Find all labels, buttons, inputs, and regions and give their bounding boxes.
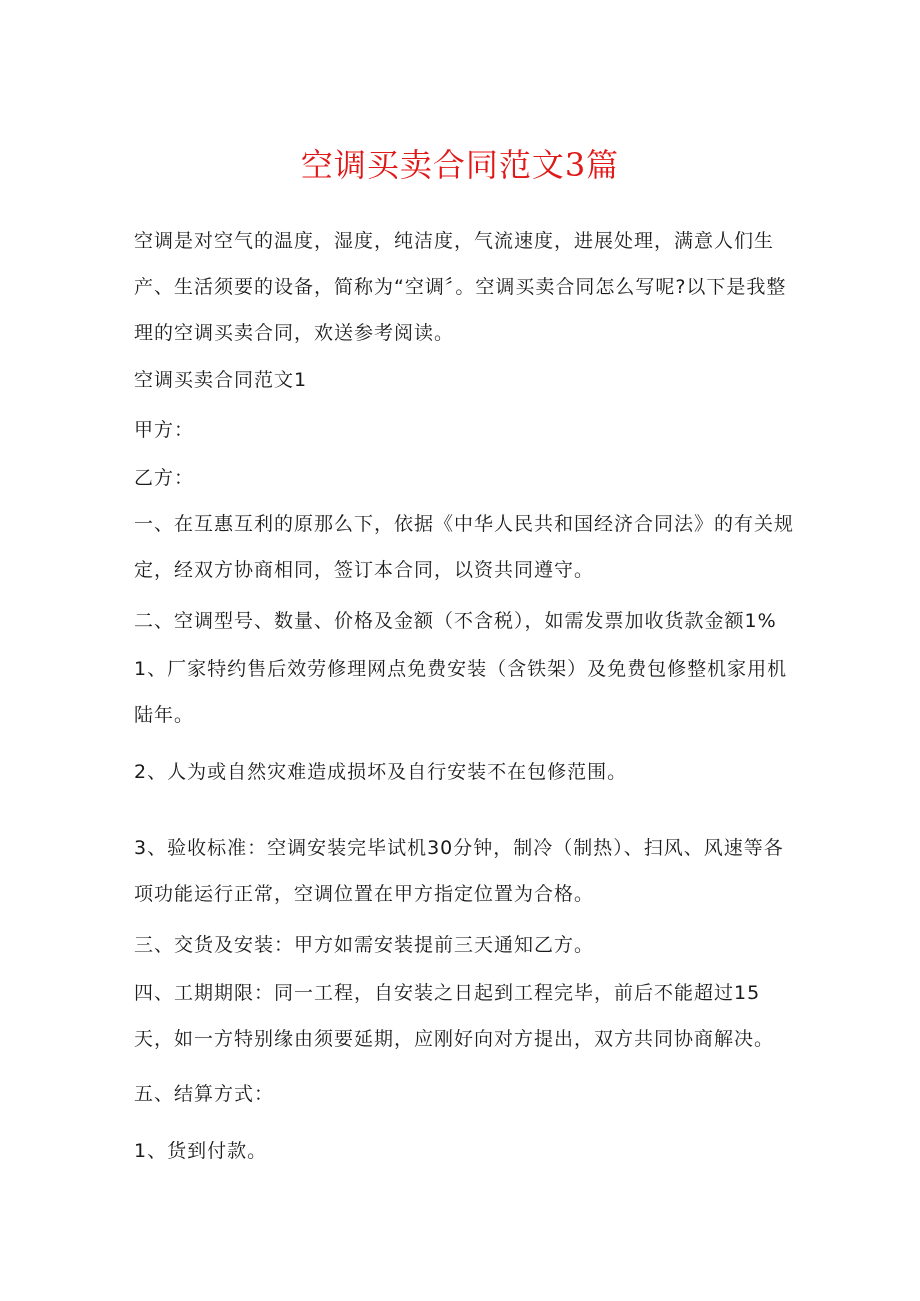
clause-2-item-1: 1、厂家特约售后效劳修理网点免费安装（含铁架）及免费包修整机家用机陆年。 — [134, 658, 788, 726]
clause-5-item-1: 1、货到付款。 — [134, 1140, 268, 1162]
clause-1: 一、在互惠互利的原那么下，依据《中华人民共和国经济合同法》的有关规定，经双方协商相同，签订本合同，以资共同遵守。 — [134, 513, 795, 581]
clause-3: 三、交货及安装：甲方如需安装提前三天通知乙方。 — [134, 934, 595, 956]
clause-5: 五、结算方式： — [134, 1083, 275, 1105]
party-b-label: 乙方： — [134, 467, 195, 489]
clause-4: 四、工期期限：同一工程，自安装之日起到工程完毕，前后不能超过15天，如一方特别缘由须要延期，应刚好向对方提出，双方共同协商解决。 — [134, 982, 775, 1050]
clause-2: 二、空调型号、数量、价格及金额（不含税），如需发票加收货款金额1% — [134, 610, 777, 632]
clause-2-item-3: 3、验收标准：空调安装完毕试机30分钟，制冷（制热）、扫风、风速等各项功能运行正常，空调位置在甲方指定位置为合格。 — [134, 837, 784, 905]
clause-2-item-2: 2、人为或自然灾难造成损坏及自行安装不在包修范围。 — [134, 761, 628, 783]
party-a-label: 甲方： — [134, 419, 195, 441]
document-title: 空调买卖合同范文3篇 — [300, 146, 620, 184]
section-heading: 空调买卖合同范文1 — [134, 369, 308, 391]
intro-paragraph: 空调是对空气的温度，湿度，纯洁度，气流速度，进展处理，满意人们生产、生活须要的设备，简称为“空调〞。空调买卖合同怎么写呢?以下是我整理的空调买卖合同，欢送参考阅读。 — [134, 230, 787, 344]
